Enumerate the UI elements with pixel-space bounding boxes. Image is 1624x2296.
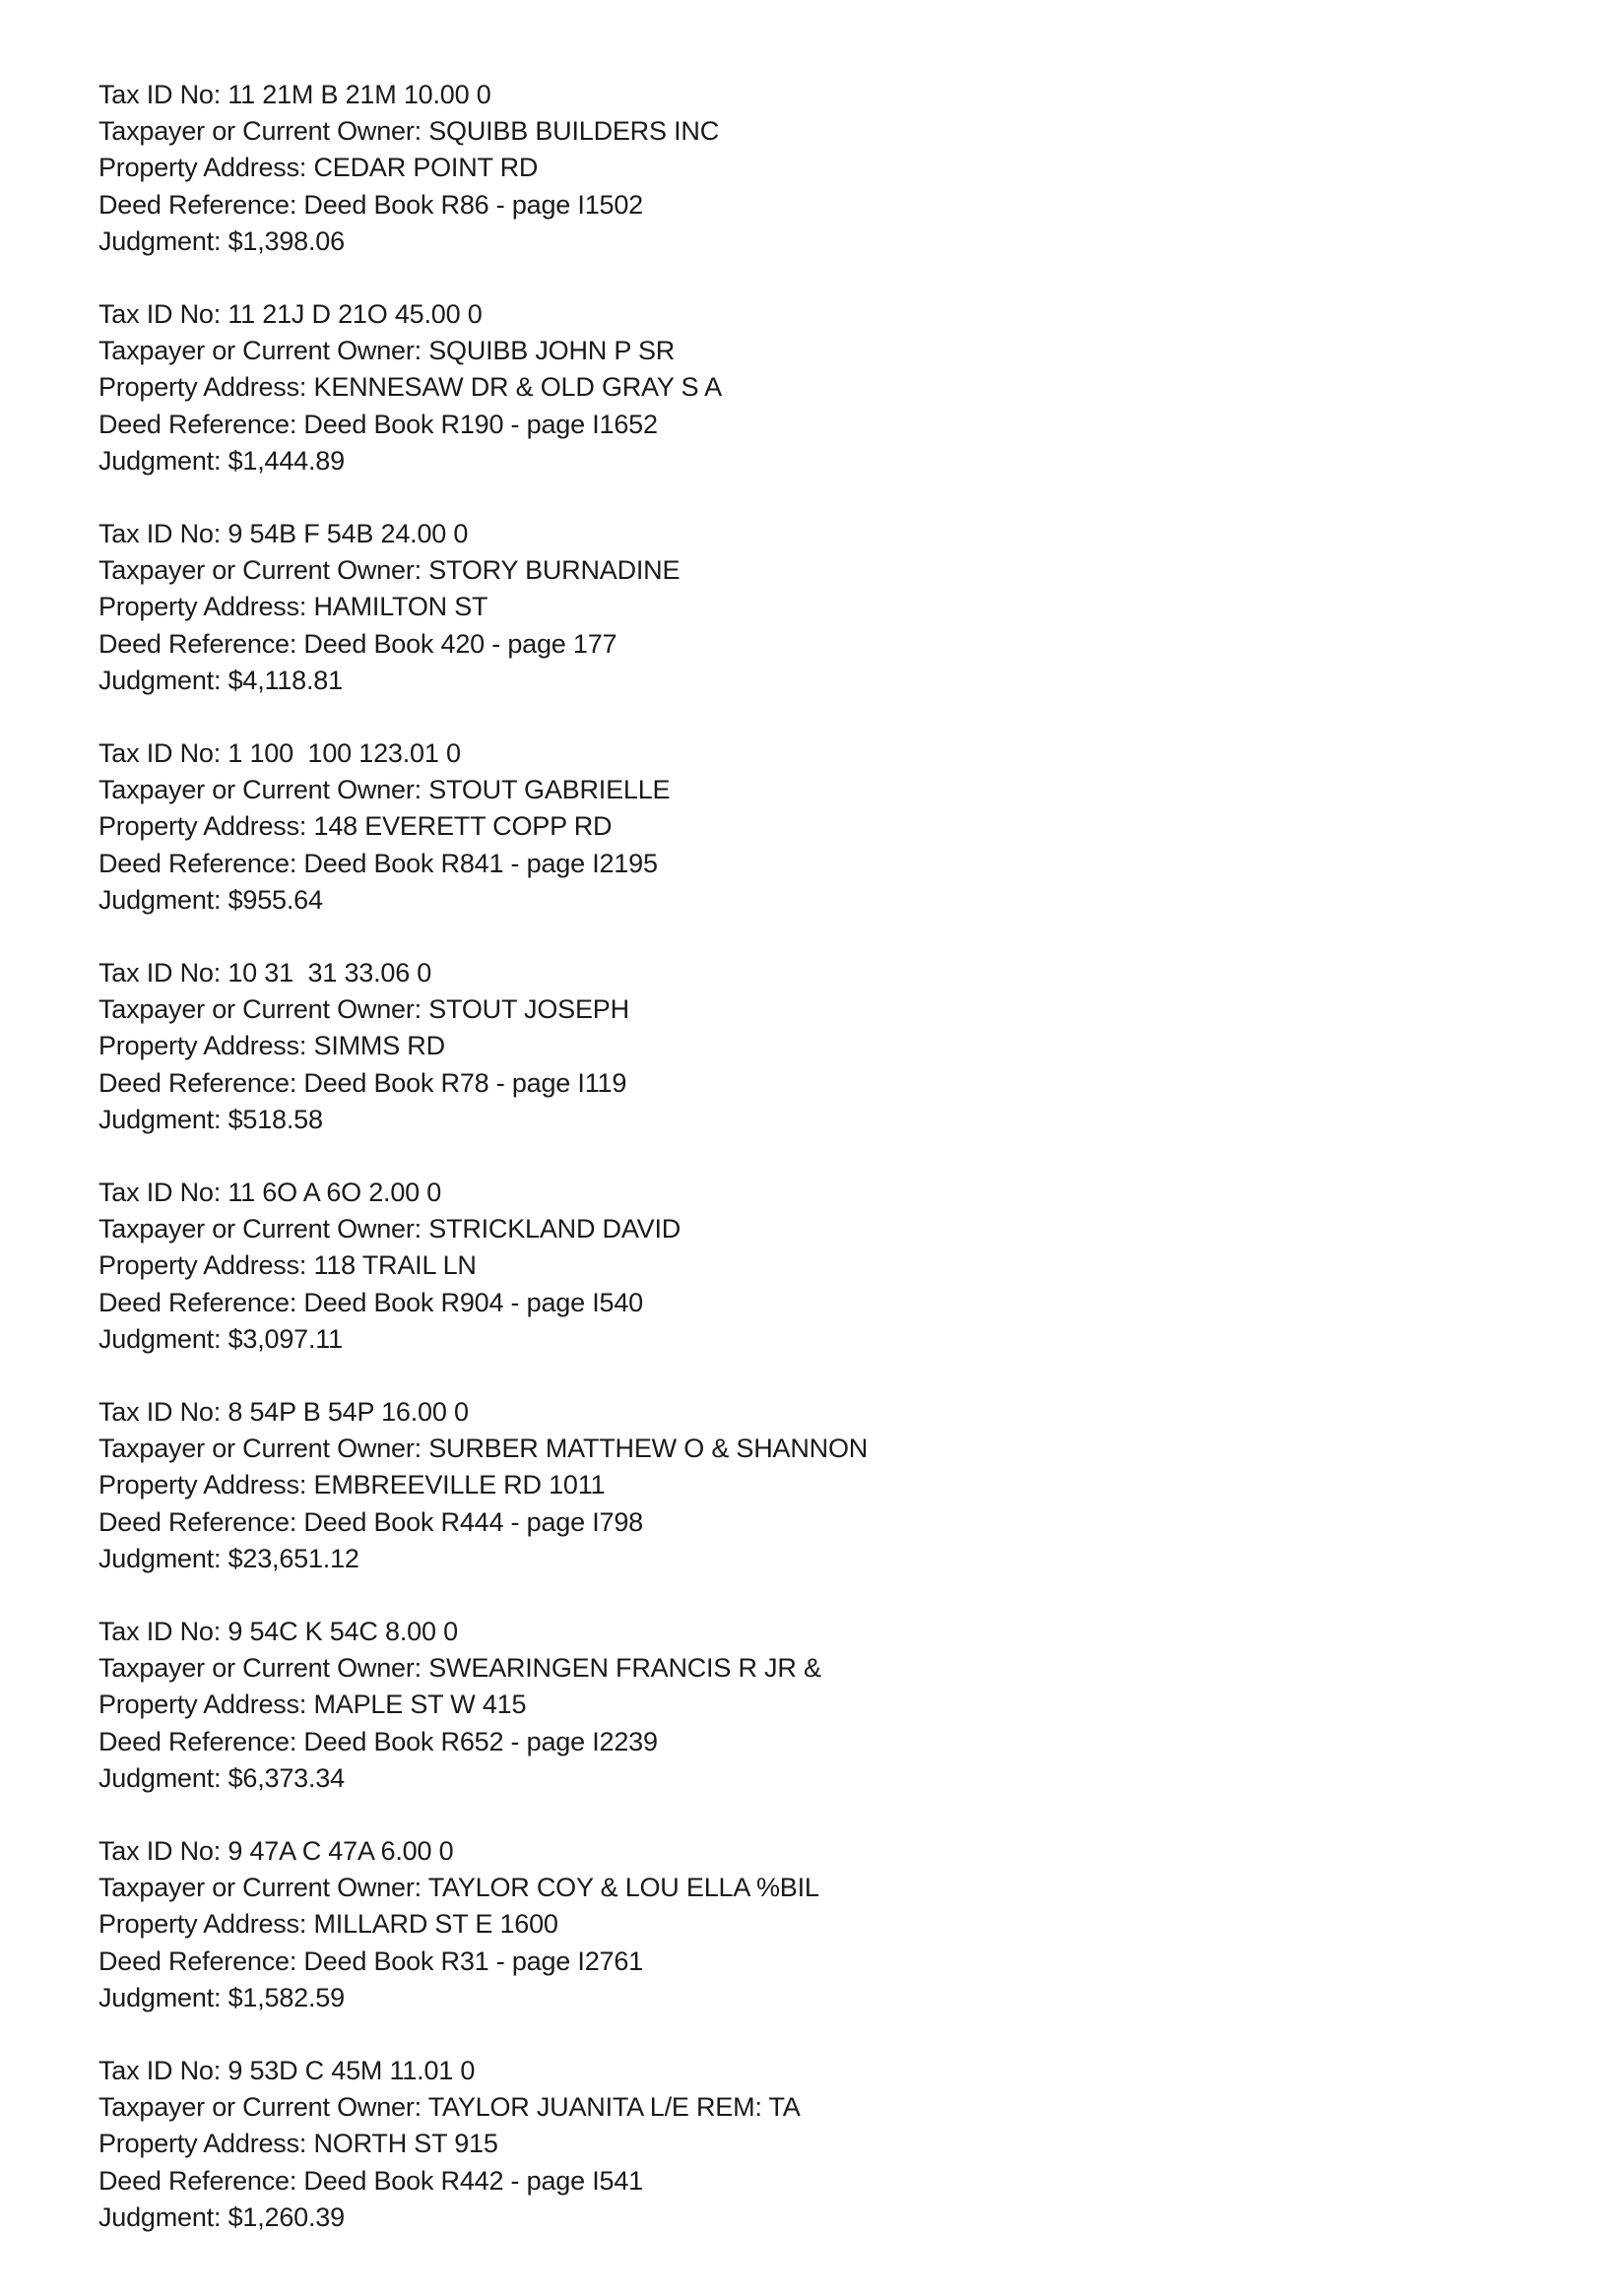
deed-reference: Deed Reference: Deed Book R841 - page I2195 xyxy=(98,848,658,878)
property-address: Property Address: KENNESAW DR & OLD GRAY S A xyxy=(98,372,722,403)
taxpayer-owner: Taxpayer or Current Owner: STOUT JOSEPH xyxy=(98,994,629,1025)
taxpayer-owner: Taxpayer or Current Owner: STORY BURNADINE xyxy=(98,555,681,586)
judgment-amount: Judgment: $518.58 xyxy=(98,1104,323,1134)
tax-record xyxy=(98,1394,1477,1577)
tax-id: Tax ID No: 9 54C K 54C 8.00 0 xyxy=(98,1617,458,1646)
property-address: Property Address: CEDAR POINT RD xyxy=(98,153,539,183)
property-address: Property Address: 118 TRAIL LN xyxy=(98,1250,477,1281)
judgment-amount: Judgment: $6,373.34 xyxy=(98,1762,345,1793)
tax-id: Tax ID No: 10 31 31 33.06 0 xyxy=(98,958,432,988)
taxpayer-owner: Taxpayer or Current Owner: STOUT GABRIELLE xyxy=(98,775,671,805)
tax-record xyxy=(98,735,1477,919)
judgment-amount: Judgment: $955.64 xyxy=(98,884,323,915)
taxpayer-owner: Taxpayer or Current Owner: SWEARINGEN FRANCIS R JR & xyxy=(98,1653,821,1684)
property-address: Property Address: SIMMS RD xyxy=(98,1031,445,1061)
property-address: Property Address: EMBREEVILLE RD 1011 xyxy=(98,1470,606,1500)
deed-reference: Deed Reference: Deed Book R86 - page I1502 xyxy=(98,189,643,220)
tax-id: Tax ID No: 8 54P B 54P 16.00 0 xyxy=(98,1397,469,1427)
deed-reference: Deed Reference: Deed Book R904 - page I540 xyxy=(98,1287,643,1317)
tax-id: Tax ID No: 9 53D C 45M 11.01 0 xyxy=(98,2056,476,2085)
tax-id: Tax ID No: 11 21M B 21M 10.00 0 xyxy=(98,80,491,109)
judgment-amount: Judgment: $4,118.81 xyxy=(98,665,343,695)
tax-id: Tax ID No: 11 6O A 6O 2.00 0 xyxy=(98,1178,442,1207)
taxpayer-owner: Taxpayer or Current Owner: TAYLOR JUANITA L/E REM: TA xyxy=(98,2092,801,2123)
judgment-amount: Judgment: $1,444.89 xyxy=(98,445,345,476)
property-address: Property Address: NORTH ST 915 xyxy=(98,2129,498,2159)
taxpayer-owner: Taxpayer or Current Owner: STRICKLAND DAVID xyxy=(98,1214,682,1244)
property-address: Property Address: HAMILTON ST xyxy=(98,592,488,622)
property-address: Property Address: MILLARD ST E 1600 xyxy=(98,1909,558,1940)
taxpayer-owner: Taxpayer or Current Owner: SQUIBB JOHN P SR xyxy=(98,336,676,366)
property-address: Property Address: MAPLE ST W 415 xyxy=(98,1690,527,1720)
tax-record xyxy=(98,296,1477,479)
deed-reference: Deed Reference: Deed Book R652 - page I2239 xyxy=(98,1726,658,1756)
deed-reference: Deed Reference: Deed Book R78 - page I119 xyxy=(98,1067,627,1098)
deed-reference: Deed Reference: Deed Book R444 - page I798 xyxy=(98,1506,643,1537)
judgment-amount: Judgment: $1,260.39 xyxy=(98,2201,345,2232)
tax-id: Tax ID No: 1 100 100 123.01 0 xyxy=(98,738,461,768)
property-address: Property Address: 148 EVERETT COPP RD xyxy=(98,811,613,842)
taxpayer-owner: Taxpayer or Current Owner: SURBER MATTHEW O & SHANNON xyxy=(98,1434,869,1464)
judgment-amount: Judgment: $23,651.12 xyxy=(98,1543,359,1573)
deed-reference: Deed Reference: Deed Book R31 - page I2761 xyxy=(98,1945,643,1976)
tax-record xyxy=(98,1833,1477,2016)
tax-record xyxy=(98,1614,1477,1797)
tax-record xyxy=(98,516,1477,699)
deed-reference: Deed Reference: Deed Book R442 - page I541 xyxy=(98,2165,643,2196)
tax-record xyxy=(98,955,1477,1138)
tax-id: Tax ID No: 9 54B F 54B 24.00 0 xyxy=(98,519,469,548)
taxpayer-owner: Taxpayer or Current Owner: TAYLOR COY & LOU ELLA %BIL xyxy=(98,1873,819,1903)
judgment-amount: Judgment: $1,582.59 xyxy=(98,1982,345,2012)
tax-record xyxy=(98,77,1477,260)
tax-id: Tax ID No: 9 47A C 47A 6.00 0 xyxy=(98,1836,454,1866)
judgment-amount: Judgment: $1,398.06 xyxy=(98,225,345,256)
judgment-amount: Judgment: $3,097.11 xyxy=(98,1323,343,1354)
taxpayer-owner: Taxpayer or Current Owner: SQUIBB BUILDERS INC xyxy=(98,116,719,147)
deed-reference: Deed Reference: Deed Book 420 - page 177 xyxy=(98,628,617,659)
tax-record xyxy=(98,1175,1477,1358)
tax-record xyxy=(98,2053,1477,2236)
tax-id: Tax ID No: 11 21J D 21O 45.00 0 xyxy=(98,299,483,329)
deed-reference: Deed Reference: Deed Book R190 - page I1652 xyxy=(98,409,658,439)
